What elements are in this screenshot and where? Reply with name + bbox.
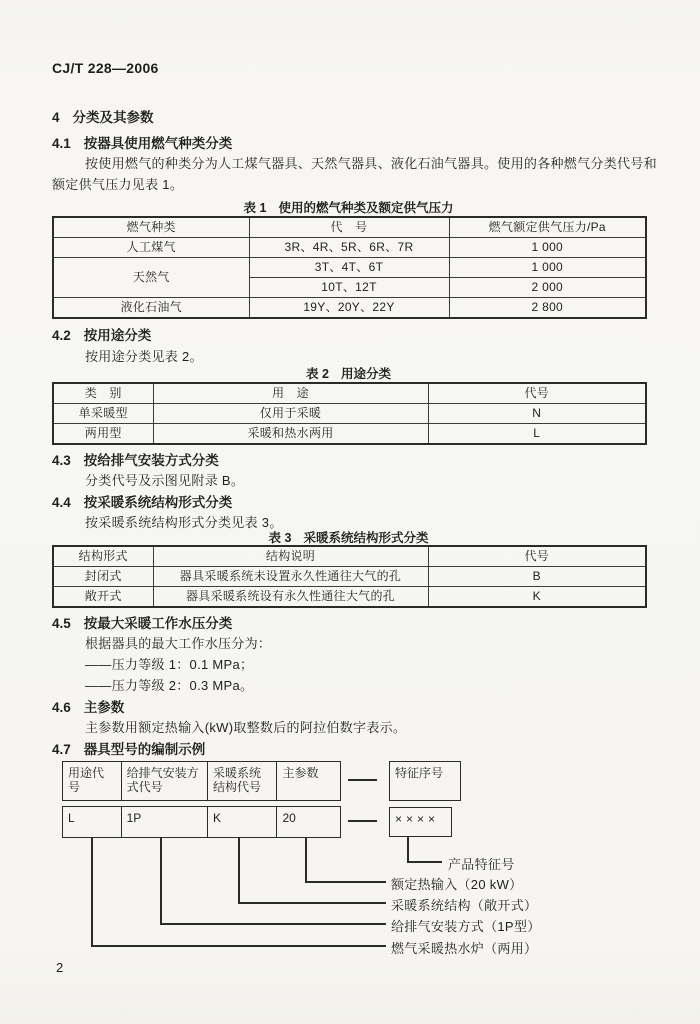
connector-line (238, 838, 240, 904)
diagram-feature-header-box: 特征序号 (389, 761, 461, 801)
table2-cell-code: L (428, 424, 646, 445)
table2-cell-category: 单采暖型 (53, 404, 153, 424)
diagram-feature-value-box: ×××× (389, 807, 452, 837)
table2-header-row (53, 383, 646, 404)
table-row (53, 238, 646, 258)
page-number: 2 (56, 960, 64, 975)
heading-4-2-title: 按用途分类 (83, 328, 152, 343)
table3-cell-form: 封闭式 (53, 567, 153, 587)
heading-4-1 (52, 132, 232, 152)
table1-caption (52, 198, 645, 216)
paragraph-4-5: 根据器具的最大工作水压分为： (85, 636, 272, 651)
table1-cell-codes: 3R、4R、5R、6R、7R (249, 238, 449, 258)
heading-4-7-number: 4.7 (52, 742, 71, 757)
table3-cell-desc: 器具采暖系统设有永久性通往大气的孔 (153, 587, 428, 608)
heading-4-7 (52, 738, 205, 758)
paragraph-4-3: 分类代号及示图见附录 B。 (85, 473, 245, 488)
heading-4-2 (52, 324, 151, 344)
heading-4-5-title: 按最大采暖工作水压分类 (83, 616, 233, 631)
diagram-value-cell-flue: 1P (121, 807, 207, 837)
heading-4-2-number: 4.2 (52, 328, 71, 343)
heading-4-3-title: 按给排气安装方式分类 (83, 453, 219, 468)
connector-line (91, 838, 93, 947)
table-row (53, 567, 646, 587)
connector-line (407, 861, 442, 863)
callout-rated-heat-input: 额定热输入（20 kW） (391, 877, 523, 892)
table2-cell-code: N (428, 404, 646, 424)
connector-line (160, 923, 386, 925)
paragraph-4-1-line1: 按使用燃气的种类分为人工煤气器具、天然气器具、液化石油气器具。使用的各种燃气分类代号和 (85, 156, 657, 171)
table3-header-row (53, 546, 646, 567)
table1-cell-pressure: 1 000 (449, 238, 646, 258)
paragraph-4-2: 按用途分类见表 2。 (85, 349, 203, 364)
heading-4-5-number: 4.5 (52, 616, 71, 631)
table1-cell-pressure: 1 000 (449, 258, 646, 278)
table3-cell-code: B (428, 567, 646, 587)
diagram-header-cell-structure: 采暖系统结构代号 (207, 762, 277, 800)
connector-line (305, 838, 307, 883)
diagram-value-row (62, 806, 341, 838)
table2-caption-label: 表 2 (306, 367, 329, 381)
heading-4-title: 分类及其参数 (72, 110, 154, 125)
table1-cell-codes: 19Y、20Y、22Y (249, 298, 449, 319)
heading-4-1-number: 4.1 (52, 136, 71, 151)
table2-cell-use: 采暖和热水两用 (153, 424, 428, 445)
table-row (53, 424, 646, 445)
table-row (53, 258, 646, 278)
connector-line (348, 820, 377, 822)
table3-caption (52, 528, 645, 546)
table2-caption-title: 用途分类 (340, 367, 391, 381)
heading-4-4-title: 按采暖系统结构形式分类 (83, 495, 233, 510)
heading-4 (52, 106, 154, 126)
paragraph-4-1-line2: 额定供气压力见表 1。 (52, 177, 184, 192)
table3-header-desc: 结构说明 (153, 546, 428, 567)
diagram-value-cell-structure: K (207, 807, 277, 837)
callout-appliance-type: 燃气采暖热水炉（两用） (391, 941, 538, 956)
table1-cell-type: 人工煤气 (53, 238, 249, 258)
table3-cell-desc: 器具采暖系统未设置永久性通往大气的孔 (153, 567, 428, 587)
table2-caption (52, 364, 645, 382)
connector-line (305, 881, 386, 883)
table1-gas-types (52, 216, 647, 319)
diagram-value-cell-usage: L (68, 811, 75, 825)
pressure-grade-1-item: ——压力等级 1：0.1 MPa； (85, 657, 254, 672)
table2-cell-category: 两用型 (53, 424, 153, 445)
connector-line (160, 838, 162, 925)
callout-product-feature: 产品特征号 (448, 857, 515, 872)
table3-structure-types (52, 545, 647, 608)
table2-header-category: 类 别 (53, 383, 153, 404)
heading-4-3 (52, 449, 219, 469)
table2-cell-use: 仅用于采暖 (153, 404, 428, 424)
heading-4-5 (52, 612, 232, 632)
table2-usage-types (52, 382, 647, 445)
table1-caption-label: 表 1 (243, 201, 267, 215)
table3-cell-form: 敞开式 (53, 587, 153, 608)
heading-4-6-number: 4.6 (52, 700, 71, 715)
callout-flue-installation: 给排气安装方式（1P型） (391, 919, 541, 934)
paragraph-4-6: 主参数用额定热输入(kW)取整数后的阿拉伯数字表示。 (85, 720, 407, 735)
table1-cell-type: 天然气 (53, 258, 249, 298)
callout-heating-structure: 采暖系统结构（敞开式） (391, 898, 538, 913)
heading-4-7-title: 器具型号的编制示例 (83, 742, 206, 757)
heading-4-3-number: 4.3 (52, 453, 71, 468)
heading-4-4-number: 4.4 (52, 495, 71, 510)
table3-header-code: 代号 (428, 546, 646, 567)
diagram-header-row (62, 761, 341, 801)
table1-cell-codes: 10T、12T (249, 278, 449, 298)
paragraph-4-4: 按采暖系统结构形式分类见表 3。 (85, 515, 283, 530)
connector-line (91, 945, 386, 947)
table3-cell-code: K (428, 587, 646, 608)
diagram-value-cell-main-param: 20 (276, 807, 340, 837)
connector-line (238, 902, 386, 904)
table1-cell-pressure: 2 000 (449, 278, 646, 298)
table1-header-pressure: 燃气额定供气压力/Pa (449, 217, 646, 238)
heading-4-6 (52, 696, 124, 716)
table1-header-code: 代 号 (249, 217, 449, 238)
diagram-header-cell-usage: 用途代号 (68, 766, 105, 794)
document-code: CJ/T 228—2006 (52, 60, 159, 76)
diagram-header-cell-flue: 给排气安装方式代号 (121, 762, 207, 800)
table1-caption-title: 使用的燃气种类及额定供气压力 (278, 201, 454, 215)
table1-header-row (53, 217, 646, 238)
table2-header-use: 用 途 (153, 383, 428, 404)
heading-4-6-title: 主参数 (83, 700, 125, 715)
table1-header-gas-type: 燃气种类 (53, 217, 249, 238)
table-row (53, 404, 646, 424)
table1-cell-pressure: 2 800 (449, 298, 646, 319)
diagram-header-cell-main-param: 主参数 (276, 762, 340, 800)
heading-4-1-title: 按器具使用燃气种类分类 (83, 136, 233, 151)
table3-caption-title: 采暖系统结构形式分类 (303, 531, 429, 545)
table-row (53, 298, 646, 319)
connector-line (407, 837, 409, 862)
table3-caption-label: 表 3 (268, 531, 292, 545)
table1-cell-codes: 3T、4T、6T (249, 258, 449, 278)
table2-header-code: 代号 (428, 383, 646, 404)
table1-cell-type: 液化石油气 (53, 298, 249, 319)
table3-header-form: 结构形式 (53, 546, 153, 567)
connector-line (348, 779, 377, 781)
table-row (53, 587, 646, 608)
pressure-grade-2-item: ——压力等级 2：0.3 MPa。 (85, 678, 254, 693)
heading-4-number: 4 (52, 110, 60, 125)
heading-4-4 (52, 491, 232, 511)
